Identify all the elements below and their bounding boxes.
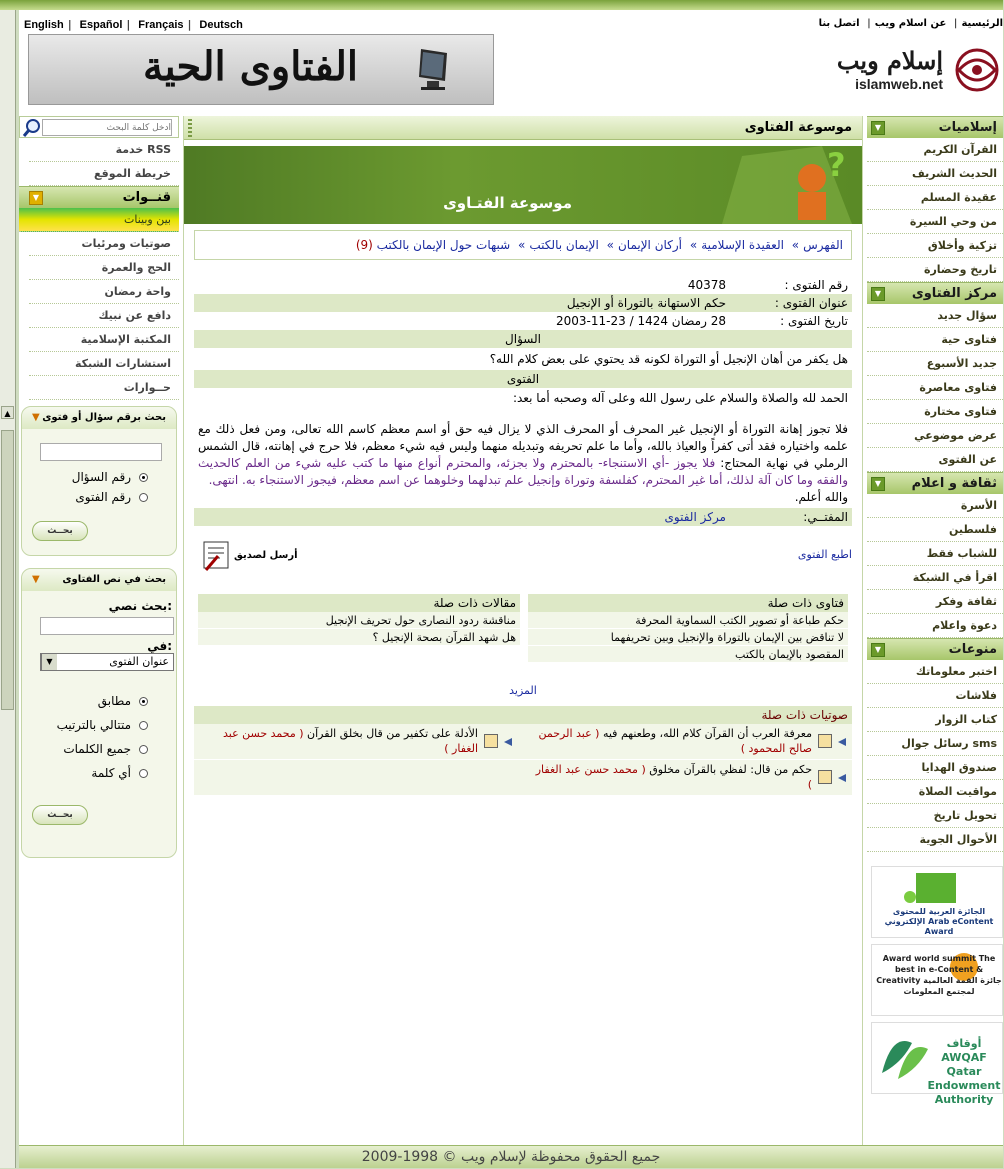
audio-file-icon xyxy=(818,734,832,748)
chevron-down-icon[interactable]: ▼ xyxy=(871,643,885,657)
breadcrumb-item[interactable]: العقيدة الإسلامية xyxy=(701,238,784,252)
fatwa-details xyxy=(194,276,852,526)
text-search-button[interactable]: بحــث xyxy=(32,805,88,825)
sidebar-item-sitemap[interactable]: خريطة الموقع xyxy=(29,162,179,186)
sidebar-item[interactable]: من وحي السيرة xyxy=(867,210,1003,234)
section-title: مركز الفتاوى xyxy=(911,286,997,301)
sidebar-item[interactable]: فلسطين xyxy=(867,518,1003,542)
fatwa-date-row xyxy=(194,312,852,330)
lang-english[interactable]: English xyxy=(24,19,64,31)
text-search-header xyxy=(22,569,176,591)
sidebar-item[interactable]: دعوة واعلام xyxy=(867,614,1003,638)
fatwa-number-label: رقم الفتوى : xyxy=(784,278,848,292)
content-header-title: موسوعة الفتاوى xyxy=(744,120,852,135)
channel-item[interactable]: حــوارات xyxy=(29,376,179,400)
question-text: هل يكفر من أهان الإنجيل أو التوراة لكونه قد يحتوي على بعض كلام الله؟ xyxy=(489,352,848,366)
vertical-scrollbar[interactable] xyxy=(0,10,16,1168)
breadcrumb-item[interactable]: الإيمان بالكتب xyxy=(529,238,599,252)
banner-title: الفتاوى الحية xyxy=(143,43,358,90)
section-header-culture[interactable] xyxy=(867,472,1003,494)
select-value: عنوان الفتوى xyxy=(109,655,169,668)
section-title: ثقافة و اعلام xyxy=(911,476,997,491)
award-caption: Award world summit The best in e-Content & Creativity جائزة القمة العالمية لمجتمع المعلومات xyxy=(876,954,1002,996)
related-audio-title: صوتيات ذات صلة xyxy=(194,706,852,724)
number-search-input[interactable] xyxy=(40,443,162,461)
right-sidebar xyxy=(867,116,1003,1168)
radio-ordered[interactable] xyxy=(22,715,178,739)
chevron-down-icon[interactable]: ▼ xyxy=(871,121,885,135)
award-caption: الجائزة العربية للمحتوى الإلكتروني Arab eContent Award xyxy=(884,907,994,936)
sidebar-item[interactable]: الأسرة xyxy=(867,494,1003,518)
fatwa-number: 40378 xyxy=(687,278,726,292)
sidebar-item[interactable]: عرض موضوعي xyxy=(867,424,1003,448)
grip-icon xyxy=(188,119,192,137)
sidebar-item[interactable]: الحديث الشريف xyxy=(867,162,1003,186)
audio-item[interactable] xyxy=(208,726,478,756)
related-fatwa-link[interactable]: حكم طباعة أو تصوير الكتب السماوية المحرفة xyxy=(528,612,848,629)
search-field-select[interactable] xyxy=(40,653,174,671)
sidebar-item[interactable]: تحويل تاريخ xyxy=(867,804,1003,828)
answer-end: والله أعلم. xyxy=(794,490,848,504)
radio-button[interactable] xyxy=(139,697,148,706)
sidebar-item[interactable]: رسائل جوال sms xyxy=(867,732,1003,756)
audio-title: معرفة العرب أن القرآن كلام الله، وطعنهم فيه xyxy=(602,727,812,740)
breadcrumb-count: (9) xyxy=(355,238,373,252)
radio-any-word[interactable] xyxy=(22,763,178,787)
chevron-down-icon: ▼ xyxy=(32,412,40,423)
related-article-link[interactable]: هل شهد القرآن بصحة الإنجيل ؟ xyxy=(198,629,520,646)
answer-quote: فلا يجوز -أي الاستنجاء- بالمحترم ولا بجزئه، والمحترم أنواع منها ما كتب عليه شيء من العلم كالحديث والفقه وما كان آلة لذلك، أما غير المحترم، كفلسفة وتوراة وإنجيل علم تبدلهما وخلوهما عن اسم معظم، فيجوز الاستنجاء به. انتهى. xyxy=(198,456,848,487)
radio-all-words[interactable] xyxy=(22,739,178,763)
sidebar-item[interactable]: عن الفتوى xyxy=(867,448,1003,472)
fatwa-date-label: تاريخ الفتوى : xyxy=(780,314,848,328)
quick-search xyxy=(19,116,179,138)
send-to-friend-label: أرسل لصديق xyxy=(234,550,298,561)
content-header xyxy=(184,116,862,140)
left-sidebar xyxy=(19,116,179,1168)
banner-heading: موسوعة الفتـاوى xyxy=(443,194,572,212)
arab-econtent-award[interactable] xyxy=(871,866,1003,938)
sidebar-item[interactable]: فتاوى معاصرة xyxy=(867,376,1003,400)
scroll-up-icon[interactable]: ▲ xyxy=(1,406,14,419)
radio-label: رقم السؤال xyxy=(71,470,131,484)
awqaf-award[interactable] xyxy=(871,1022,1003,1106)
channel-item[interactable]: دافع عن نبيك xyxy=(29,304,179,328)
related-fatwa-link[interactable]: لا تناقض بين الإيمان بالتوراة والإنجيل وبين تحريفهما xyxy=(528,629,848,646)
sidebar-item[interactable]: الأحوال الجوية xyxy=(867,828,1003,852)
number-search-header xyxy=(22,407,176,429)
world-summit-award[interactable] xyxy=(871,944,1003,1016)
radio-button[interactable] xyxy=(139,721,148,730)
breadcrumb-item[interactable]: شبهات حول الإيمان بالكتب xyxy=(376,238,511,252)
about-link[interactable]: عن اسلام ويب xyxy=(874,18,947,29)
home-link[interactable]: الرئيسية xyxy=(961,18,1003,29)
sidebar-item[interactable]: اختبر معلوماتك xyxy=(867,660,1003,684)
more-link[interactable]: المزيد xyxy=(509,684,537,697)
envelope-icon xyxy=(202,538,230,572)
related-fatwas xyxy=(528,594,848,663)
related-articles-title: مقالات ذات صلة xyxy=(198,594,520,612)
audio-speaker: ( محمد حسن عبد الغفار ) xyxy=(535,763,812,791)
chevron-down-icon[interactable]: ▼ xyxy=(29,191,43,205)
related-fatwas-title: فتاوى ذات صلة xyxy=(528,594,848,612)
sidebar-item[interactable]: عقيدة المسلم xyxy=(867,186,1003,210)
footer-copyright: جميع الحقوق محفوظة لإسلام ويب © 1998-2009 xyxy=(19,1145,1003,1168)
number-search-box xyxy=(21,406,177,556)
audio-title: حكم من قال: لفظي بالقرآن مخلوق xyxy=(649,763,812,776)
related-fatwa-link[interactable]: المقصود بالإيمان بالكتب xyxy=(528,646,848,663)
mufti-label: المفتــي: xyxy=(803,510,848,524)
channels-header[interactable] xyxy=(19,186,179,208)
logo-latin: islamweb.net xyxy=(855,76,943,92)
sidebar-item[interactable]: فتاوى حية xyxy=(867,328,1003,352)
sidebar-item[interactable]: القرآن الكريم xyxy=(867,138,1003,162)
number-search-button[interactable]: بحــث xyxy=(32,521,88,541)
chevron-down-icon[interactable]: ▼ xyxy=(41,654,57,670)
radio-button[interactable] xyxy=(139,745,148,754)
top-bar xyxy=(0,0,1003,10)
fatwa-actions xyxy=(194,536,852,580)
radio-label: رقم الفتوى xyxy=(75,490,131,504)
channel-item[interactable]: صوتيات ومرئيات xyxy=(29,232,179,256)
answer-paragraph: فلا تجوز إهانة التوراة أو الإنجيل غير المحرف أو المحرف الذي لا يزال فيه حق أو اسم معظم كاسم الله تعالى، ومن فعل ذلك مع علمه واختياره فقد أتى كفراً والعياذ بالله، وأما ما علم تحريفه وتبديله منهما وليس فيه شيء معظم، فلا حرج في إهانته، قال الشمس الرملي في نهاية المحتاج: xyxy=(198,422,848,470)
radio-fatwa-number[interactable] xyxy=(22,487,178,507)
search-in-label: في: xyxy=(147,639,172,653)
lang-french[interactable]: Français xyxy=(138,19,184,31)
channels-title: قنــوات xyxy=(122,190,171,205)
sidebar-item[interactable]: تزكية وأخلاق xyxy=(867,234,1003,258)
sidebar-item[interactable]: جديد الأسبوع xyxy=(867,352,1003,376)
number-search-title: بحث برقم سؤال أو فتوى xyxy=(42,412,166,423)
radio-exact[interactable] xyxy=(22,691,178,715)
section-header-islamiyat[interactable] xyxy=(867,116,1003,138)
site-header xyxy=(19,10,1003,110)
audio-file-icon xyxy=(484,734,498,748)
channel-item[interactable]: استشارات الشبكة xyxy=(29,352,179,376)
search-icon[interactable] xyxy=(22,118,42,138)
play-icon[interactable] xyxy=(502,736,514,748)
answer-label: الفتوى xyxy=(194,370,852,388)
sidebar-item-rss[interactable]: خدمة RSS xyxy=(29,138,179,162)
chevron-down-icon: ▼ xyxy=(32,574,40,585)
radio-question-number[interactable] xyxy=(22,467,178,487)
radio-button[interactable] xyxy=(139,769,148,778)
channel-item[interactable]: المكتبة الإسلامية xyxy=(29,328,179,352)
radio-label: مطابق xyxy=(97,694,131,708)
breadcrumb-item[interactable]: أركان الإيمان xyxy=(617,238,683,252)
audio-file-icon xyxy=(818,770,832,784)
audio-title: الأدلة على تكفير من قال بخلق القرآن xyxy=(307,727,478,740)
fatwa-title-row xyxy=(194,294,852,312)
radio-button[interactable] xyxy=(139,473,148,482)
send-to-friend[interactable] xyxy=(202,536,298,576)
main-content xyxy=(183,116,863,1168)
sidebar-item[interactable]: تاريخ وحضارة xyxy=(867,258,1003,282)
sidebar-item[interactable]: صندوق الهدايا xyxy=(867,756,1003,780)
scroll-thumb[interactable] xyxy=(1,430,14,710)
text-search-title: بحث في نص الفتاوى xyxy=(62,574,166,585)
language-links: English | Español | Français | Deutsch xyxy=(24,18,243,31)
sidebar-item[interactable]: ثقافة وفكر xyxy=(867,590,1003,614)
question-label: السؤال xyxy=(194,330,852,348)
channel-item[interactable]: الحج والعمرة xyxy=(29,256,179,280)
print-link[interactable]: اطبع الفتوى xyxy=(797,548,852,561)
audio-item[interactable] xyxy=(532,726,812,756)
fatwa-encyclopedia-banner xyxy=(184,146,862,224)
section-title: منوعات xyxy=(948,642,997,657)
top-links: الرئيسية| عن اسلام ويب| اتصل بنا xyxy=(818,18,1003,29)
text-search-input[interactable] xyxy=(40,617,174,635)
section-title: إسلاميات xyxy=(938,120,997,135)
lang-german[interactable]: Deutsch xyxy=(199,19,243,31)
channel-item[interactable]: بين وبينات xyxy=(19,208,179,232)
sidebar-item[interactable]: فلاشات xyxy=(867,684,1003,708)
contact-link[interactable]: اتصل بنا xyxy=(818,18,860,29)
chevron-down-icon[interactable]: ▼ xyxy=(871,477,885,491)
award-caption: أوقاف AWQAF Qatar Endowment Authority xyxy=(927,1037,1001,1106)
logo-arabic: إسلام ويب xyxy=(836,46,943,75)
svg-text:?: ? xyxy=(827,146,846,184)
site-logo[interactable] xyxy=(803,46,1003,100)
fatwa-title-label: عنوان الفتوى : xyxy=(774,296,848,310)
audio-row xyxy=(194,724,852,760)
answer-intro: الحمد لله والصلاة والسلام على رسول الله وعلى آله وصحبه أما بعد: xyxy=(512,391,848,405)
mufti-row xyxy=(194,508,852,526)
related-articles xyxy=(198,594,520,646)
sidebar-item[interactable]: للشباب فقط xyxy=(867,542,1003,566)
sidebar-item[interactable]: اقرأ في الشبكة xyxy=(867,566,1003,590)
breadcrumb-item[interactable]: الفهرس xyxy=(803,238,843,252)
search-input[interactable] xyxy=(42,119,172,136)
text-search-box xyxy=(21,568,177,858)
live-fatwa-banner[interactable] xyxy=(28,34,494,105)
breadcrumb: الفهرس» العقيدة الإسلامية» أركان الإيمان» الإيمان بالكتب» شبهات حول الإيمان بالكتب (9) xyxy=(194,230,852,260)
audio-item[interactable] xyxy=(532,762,812,792)
play-icon[interactable] xyxy=(836,736,848,748)
audio-speaker: ( عبد الرحمن صالح المحمود ) xyxy=(538,727,812,755)
banner-art xyxy=(182,146,862,224)
logo-emblem-icon xyxy=(949,46,1003,94)
site-container xyxy=(19,10,1003,1168)
section-header-fatwa-center[interactable] xyxy=(867,282,1003,304)
radio-label: متتالي بالترتيب xyxy=(56,718,131,732)
chevron-down-icon[interactable]: ▼ xyxy=(871,287,885,301)
radio-label: أي كلمة xyxy=(91,766,131,780)
text-search-label: بحث نصي: xyxy=(108,599,172,613)
lang-spanish[interactable]: Español xyxy=(79,19,123,31)
awards xyxy=(867,866,1003,1106)
related-article-link[interactable]: مناقشة ردود النصارى حول تحريف الإنجيل xyxy=(198,612,520,629)
fatwa-number-row xyxy=(194,276,852,294)
audio-row xyxy=(194,760,852,796)
play-icon[interactable] xyxy=(836,772,848,784)
sidebar-item[interactable]: سؤال جديد xyxy=(867,304,1003,328)
fatwa-title: حكم الاستهانة بالتوراة أو الإنجيل xyxy=(566,296,726,310)
radio-label: جميع الكلمات xyxy=(63,742,131,756)
sidebar-item[interactable]: فتاوى مختارة xyxy=(867,400,1003,424)
audio-speaker: ( محمد حسن عبد الغفار ) xyxy=(222,727,478,755)
channel-item[interactable]: واحة رمضان xyxy=(29,280,179,304)
section-header-misc[interactable] xyxy=(867,638,1003,660)
related-audio xyxy=(194,706,852,796)
sidebar-item[interactable]: كتاب الزوار xyxy=(867,708,1003,732)
radio-button[interactable] xyxy=(139,493,148,502)
related-section xyxy=(198,594,848,680)
sidebar-item[interactable]: مواقيت الصلاة xyxy=(867,780,1003,804)
fatwa-date: 28 رمضان 1424 / 23-11-2003 xyxy=(555,314,726,328)
monitor-icon xyxy=(413,47,453,91)
answer-body xyxy=(194,388,852,508)
mufti-link[interactable]: مركز الفتوى xyxy=(664,510,726,524)
